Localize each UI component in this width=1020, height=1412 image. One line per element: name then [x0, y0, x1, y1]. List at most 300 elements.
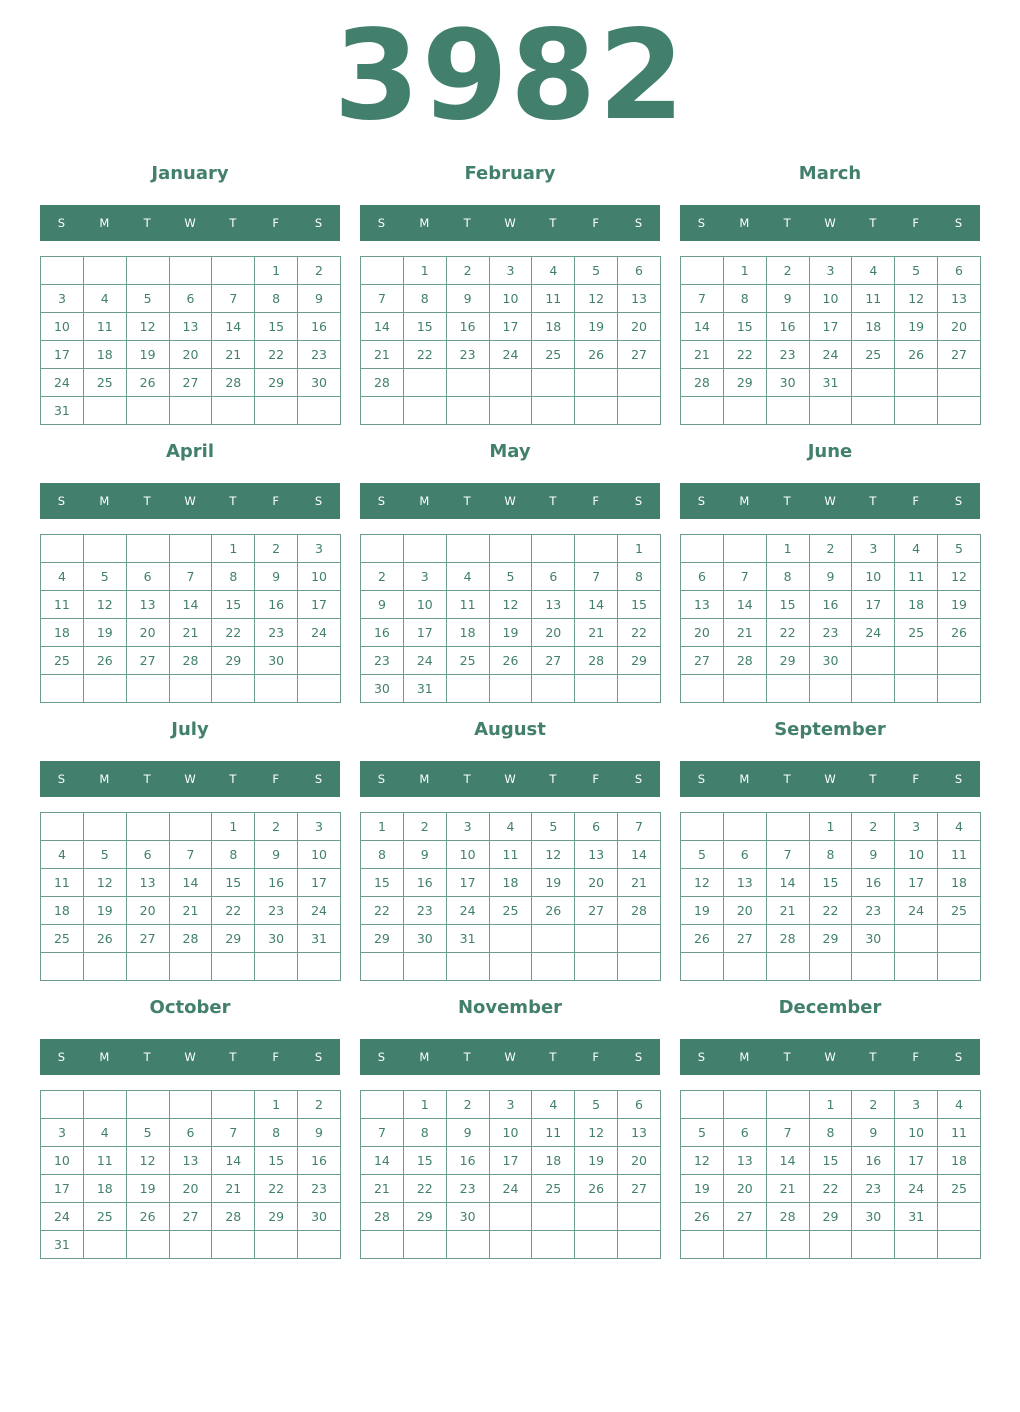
- day-cell: 20: [169, 1175, 212, 1203]
- empty-cell: [618, 397, 661, 425]
- day-cell: 4: [895, 535, 938, 563]
- week-row: [361, 591, 661, 619]
- empty-cell: [298, 675, 341, 703]
- day-cell: 18: [83, 341, 126, 369]
- empty-cell: [83, 1091, 126, 1119]
- empty-cell: [298, 397, 341, 425]
- day-cell: 29: [212, 925, 255, 953]
- day-cell: 25: [83, 1203, 126, 1231]
- day-cell: 22: [212, 619, 255, 647]
- day-cell: 15: [212, 869, 255, 897]
- weekday-label: S: [954, 772, 963, 786]
- week-row: [361, 925, 661, 953]
- day-cell: 16: [446, 313, 489, 341]
- day-cell: 21: [681, 341, 724, 369]
- day-cell: 3: [41, 285, 84, 313]
- day-cell: 15: [361, 869, 404, 897]
- day-cell: 6: [618, 257, 661, 285]
- day-cell: 28: [361, 1203, 404, 1231]
- day-cell: 24: [895, 897, 938, 925]
- day-cell: 22: [618, 619, 661, 647]
- day-cell: 8: [809, 1119, 852, 1147]
- day-cell: 9: [298, 1119, 341, 1147]
- day-cell: 12: [681, 869, 724, 897]
- week-row: [681, 285, 981, 313]
- week-row: [361, 619, 661, 647]
- day-cell: 24: [403, 647, 446, 675]
- weekday-label: M: [419, 772, 430, 786]
- empty-cell: [126, 675, 169, 703]
- week-row: [41, 1119, 341, 1147]
- day-cell: 27: [681, 647, 724, 675]
- day-cell: 27: [723, 1203, 766, 1231]
- day-cell: 28: [361, 369, 404, 397]
- day-cell: 26: [532, 897, 575, 925]
- weekday-header: [680, 483, 980, 519]
- day-cell: 24: [489, 341, 532, 369]
- week-row: [361, 313, 661, 341]
- weekday-label: S: [634, 494, 643, 508]
- day-cell: 23: [766, 341, 809, 369]
- day-cell: 24: [489, 1175, 532, 1203]
- day-cell: 2: [766, 257, 809, 285]
- empty-cell: [83, 1231, 126, 1259]
- day-cell: 7: [618, 813, 661, 841]
- week-row: [41, 313, 341, 341]
- empty-cell: [723, 953, 766, 981]
- weekday-label: W: [824, 216, 836, 230]
- day-cell: 27: [126, 647, 169, 675]
- day-cell: 31: [895, 1203, 938, 1231]
- day-cell: 7: [766, 841, 809, 869]
- week-row: [41, 1091, 341, 1119]
- weekday-label: F: [912, 772, 920, 786]
- day-cell: 8: [403, 1119, 446, 1147]
- empty-cell: [575, 369, 618, 397]
- day-cell: 27: [126, 925, 169, 953]
- day-cell: 18: [83, 1175, 126, 1203]
- day-cell: 13: [681, 591, 724, 619]
- empty-cell: [895, 925, 938, 953]
- day-cell: 12: [895, 285, 938, 313]
- empty-cell: [212, 257, 255, 285]
- day-cell: 13: [126, 591, 169, 619]
- day-cell: 16: [403, 869, 446, 897]
- day-cell: 27: [532, 647, 575, 675]
- month-name: May: [489, 441, 531, 462]
- day-cell: 1: [766, 535, 809, 563]
- day-cell: 5: [681, 841, 724, 869]
- day-cell: 11: [938, 841, 981, 869]
- day-cell: 12: [575, 285, 618, 313]
- empty-cell: [895, 647, 938, 675]
- empty-cell: [723, 675, 766, 703]
- day-cell: 1: [361, 813, 404, 841]
- day-cell: 11: [83, 1147, 126, 1175]
- day-cell: 10: [446, 841, 489, 869]
- weekday-label: T: [869, 1050, 877, 1064]
- day-cell: 2: [446, 1091, 489, 1119]
- day-cell: 30: [298, 1203, 341, 1231]
- day-cell: 25: [532, 341, 575, 369]
- day-cell: 17: [41, 1175, 84, 1203]
- day-cell: 17: [446, 869, 489, 897]
- weekday-label: T: [143, 494, 151, 508]
- empty-cell: [126, 953, 169, 981]
- empty-cell: [361, 1231, 404, 1259]
- day-cell: 5: [126, 1119, 169, 1147]
- day-cell: 29: [618, 647, 661, 675]
- day-cell: 23: [298, 1175, 341, 1203]
- day-cell: 26: [938, 619, 981, 647]
- day-cell: 23: [255, 897, 298, 925]
- empty-cell: [169, 1231, 212, 1259]
- month-name: February: [464, 163, 556, 184]
- day-cell: 3: [852, 535, 895, 563]
- weekday-label: M: [99, 772, 110, 786]
- day-cell: 1: [809, 813, 852, 841]
- empty-cell: [618, 925, 661, 953]
- day-cell: 3: [489, 1091, 532, 1119]
- day-cell: 20: [618, 1147, 661, 1175]
- day-cell: 21: [575, 619, 618, 647]
- day-cell: 29: [255, 369, 298, 397]
- week-row: [41, 591, 341, 619]
- day-cell: 9: [255, 563, 298, 591]
- empty-cell: [361, 535, 404, 563]
- week-row: [681, 1203, 981, 1231]
- day-cell: 25: [895, 619, 938, 647]
- week-row: [41, 619, 341, 647]
- day-cell: 10: [489, 285, 532, 313]
- empty-cell: [575, 675, 618, 703]
- day-cell: 28: [169, 925, 212, 953]
- empty-cell: [489, 675, 532, 703]
- empty-cell: [852, 675, 895, 703]
- week-row: [41, 869, 341, 897]
- empty-cell: [83, 953, 126, 981]
- week-row: [361, 257, 661, 285]
- day-cell: 29: [723, 369, 766, 397]
- day-cell: 31: [403, 675, 446, 703]
- empty-cell: [766, 1231, 809, 1259]
- day-cell: 5: [83, 563, 126, 591]
- day-cell: 16: [852, 1147, 895, 1175]
- day-cell: 11: [532, 285, 575, 313]
- day-cell: 17: [298, 869, 341, 897]
- day-cell: 27: [618, 341, 661, 369]
- day-cell: 7: [212, 285, 255, 313]
- day-cell: 2: [255, 535, 298, 563]
- day-cell: 30: [361, 675, 404, 703]
- week-row: [681, 897, 981, 925]
- empty-cell: [41, 535, 84, 563]
- week-row: [41, 1231, 341, 1259]
- day-cell: 10: [489, 1119, 532, 1147]
- day-cell: 15: [723, 313, 766, 341]
- day-cell: 13: [723, 1147, 766, 1175]
- day-cell: 5: [532, 813, 575, 841]
- day-cell: 7: [723, 563, 766, 591]
- day-cell: 23: [255, 619, 298, 647]
- weekday-label: F: [912, 216, 920, 230]
- day-cell: 16: [766, 313, 809, 341]
- empty-cell: [681, 535, 724, 563]
- day-cell: 18: [852, 313, 895, 341]
- month-name: June: [807, 441, 853, 462]
- weekday-label: T: [869, 772, 877, 786]
- day-cell: 16: [255, 869, 298, 897]
- empty-cell: [446, 369, 489, 397]
- day-cell: 14: [766, 1147, 809, 1175]
- day-cell: 15: [403, 313, 446, 341]
- weekday-label: T: [549, 216, 557, 230]
- empty-cell: [126, 535, 169, 563]
- day-cell: 3: [895, 1091, 938, 1119]
- day-cell: 22: [361, 897, 404, 925]
- weekday-label: F: [272, 216, 280, 230]
- empty-cell: [938, 1203, 981, 1231]
- day-cell: 2: [446, 257, 489, 285]
- day-cell: 24: [895, 1175, 938, 1203]
- weekday-label: S: [314, 772, 323, 786]
- day-cell: 24: [41, 1203, 84, 1231]
- day-cell: 8: [723, 285, 766, 313]
- empty-cell: [723, 813, 766, 841]
- week-row: [681, 1175, 981, 1203]
- empty-cell: [126, 257, 169, 285]
- weekday-label: S: [697, 216, 706, 230]
- day-cell: 4: [532, 1091, 575, 1119]
- weekday-label: W: [504, 494, 516, 508]
- weekday-label: S: [634, 772, 643, 786]
- weekday-label: T: [783, 772, 791, 786]
- day-cell: 18: [446, 619, 489, 647]
- day-cell: 7: [361, 285, 404, 313]
- year-title: 3982: [333, 4, 687, 148]
- empty-cell: [723, 1091, 766, 1119]
- day-cell: 25: [489, 897, 532, 925]
- day-cell: 15: [809, 1147, 852, 1175]
- day-cell: 3: [809, 257, 852, 285]
- day-cell: 21: [361, 341, 404, 369]
- week-row: [41, 813, 341, 841]
- empty-cell: [489, 535, 532, 563]
- day-cell: 8: [212, 563, 255, 591]
- day-cell: 13: [723, 869, 766, 897]
- day-cell: 7: [361, 1119, 404, 1147]
- day-cell: 25: [938, 897, 981, 925]
- day-cell: 13: [618, 1119, 661, 1147]
- weekday-label: F: [272, 772, 280, 786]
- weekday-label: S: [377, 1050, 386, 1064]
- day-cell: 12: [532, 841, 575, 869]
- day-cell: 17: [489, 1147, 532, 1175]
- day-cell: 3: [298, 813, 341, 841]
- day-cell: 27: [169, 369, 212, 397]
- day-cell: 12: [489, 591, 532, 619]
- day-cell: 2: [852, 813, 895, 841]
- weekday-label: S: [697, 1050, 706, 1064]
- weekday-label: F: [272, 1050, 280, 1064]
- weekday-label: W: [184, 1050, 196, 1064]
- day-cell: 21: [169, 897, 212, 925]
- weekday-label: F: [912, 1050, 920, 1064]
- week-row: [41, 1203, 341, 1231]
- day-cell: 7: [212, 1119, 255, 1147]
- day-cell: 21: [212, 341, 255, 369]
- day-cell: 9: [403, 841, 446, 869]
- day-cell: 4: [83, 1119, 126, 1147]
- day-cell: 30: [446, 1203, 489, 1231]
- day-cell: 11: [41, 869, 84, 897]
- day-cell: 24: [809, 341, 852, 369]
- day-cell: 1: [403, 257, 446, 285]
- day-cell: 26: [126, 369, 169, 397]
- day-cell: 8: [809, 841, 852, 869]
- month-name: August: [474, 719, 546, 740]
- day-cell: 21: [766, 897, 809, 925]
- empty-cell: [212, 1091, 255, 1119]
- empty-cell: [126, 813, 169, 841]
- day-cell: 20: [532, 619, 575, 647]
- day-cell: 19: [532, 869, 575, 897]
- day-cell: 16: [298, 313, 341, 341]
- weekday-header: [360, 205, 660, 241]
- day-cell: 27: [723, 925, 766, 953]
- weekday-label: M: [99, 1050, 110, 1064]
- day-cell: 2: [298, 257, 341, 285]
- month-name: December: [778, 997, 882, 1018]
- day-cell: 4: [852, 257, 895, 285]
- weekday-label: T: [549, 1050, 557, 1064]
- day-cell: 18: [41, 897, 84, 925]
- empty-cell: [255, 1231, 298, 1259]
- day-cell: 1: [255, 257, 298, 285]
- day-cell: 5: [938, 535, 981, 563]
- empty-cell: [489, 953, 532, 981]
- day-cell: 21: [723, 619, 766, 647]
- month-name: November: [457, 997, 563, 1018]
- empty-cell: [681, 397, 724, 425]
- weekday-label: M: [419, 1050, 430, 1064]
- empty-cell: [532, 369, 575, 397]
- week-row: [681, 563, 981, 591]
- day-cell: 26: [895, 341, 938, 369]
- weekday-header: [360, 483, 660, 519]
- weekday-label: S: [697, 494, 706, 508]
- weekday-label: T: [143, 216, 151, 230]
- empty-cell: [169, 397, 212, 425]
- day-cell: 22: [809, 1175, 852, 1203]
- month-name: March: [798, 163, 862, 184]
- day-cell: 5: [83, 841, 126, 869]
- day-cell: 27: [575, 897, 618, 925]
- empty-cell: [41, 675, 84, 703]
- week-row: [361, 563, 661, 591]
- week-row: [681, 313, 981, 341]
- weekday-label: W: [504, 772, 516, 786]
- week-row: [41, 675, 341, 703]
- day-grid: [40, 534, 341, 703]
- day-cell: 28: [766, 925, 809, 953]
- weekday-header: [40, 205, 340, 241]
- day-cell: 5: [126, 285, 169, 313]
- empty-cell: [169, 1091, 212, 1119]
- day-cell: 28: [575, 647, 618, 675]
- week-row: [681, 675, 981, 703]
- day-grid: [360, 1090, 661, 1259]
- week-row: [681, 257, 981, 285]
- weekday-label: T: [229, 216, 237, 230]
- day-cell: 7: [681, 285, 724, 313]
- empty-cell: [895, 369, 938, 397]
- week-row: [361, 535, 661, 563]
- day-cell: 15: [255, 1147, 298, 1175]
- empty-cell: [681, 1231, 724, 1259]
- day-cell: 18: [532, 1147, 575, 1175]
- day-cell: 18: [938, 869, 981, 897]
- day-cell: 16: [809, 591, 852, 619]
- day-cell: 1: [212, 813, 255, 841]
- day-cell: 18: [895, 591, 938, 619]
- week-row: [41, 369, 341, 397]
- day-cell: 25: [83, 369, 126, 397]
- empty-cell: [895, 675, 938, 703]
- day-cell: 14: [723, 591, 766, 619]
- empty-cell: [169, 257, 212, 285]
- day-cell: 11: [489, 841, 532, 869]
- day-cell: 4: [41, 563, 84, 591]
- day-cell: 3: [489, 257, 532, 285]
- weekday-label: W: [184, 494, 196, 508]
- empty-cell: [938, 675, 981, 703]
- day-cell: 30: [403, 925, 446, 953]
- empty-cell: [403, 1231, 446, 1259]
- day-cell: 11: [532, 1119, 575, 1147]
- empty-cell: [169, 675, 212, 703]
- day-grid: [40, 256, 341, 425]
- day-cell: 19: [126, 1175, 169, 1203]
- day-cell: 11: [41, 591, 84, 619]
- week-row: [41, 897, 341, 925]
- day-cell: 4: [41, 841, 84, 869]
- week-row: [41, 953, 341, 981]
- weekday-label: S: [57, 494, 66, 508]
- day-cell: 26: [575, 341, 618, 369]
- day-cell: 13: [126, 869, 169, 897]
- day-cell: 25: [446, 647, 489, 675]
- day-cell: 20: [723, 1175, 766, 1203]
- weekday-label: T: [229, 772, 237, 786]
- day-cell: 27: [938, 341, 981, 369]
- week-row: [361, 813, 661, 841]
- empty-cell: [212, 953, 255, 981]
- day-cell: 22: [809, 897, 852, 925]
- day-cell: 6: [126, 563, 169, 591]
- day-cell: 1: [618, 535, 661, 563]
- weekday-label: T: [783, 216, 791, 230]
- empty-cell: [298, 1231, 341, 1259]
- day-cell: 22: [723, 341, 766, 369]
- empty-cell: [126, 1091, 169, 1119]
- day-cell: 11: [938, 1119, 981, 1147]
- day-cell: 9: [446, 285, 489, 313]
- day-cell: 4: [938, 813, 981, 841]
- day-cell: 8: [403, 285, 446, 313]
- empty-cell: [403, 397, 446, 425]
- day-cell: 25: [41, 925, 84, 953]
